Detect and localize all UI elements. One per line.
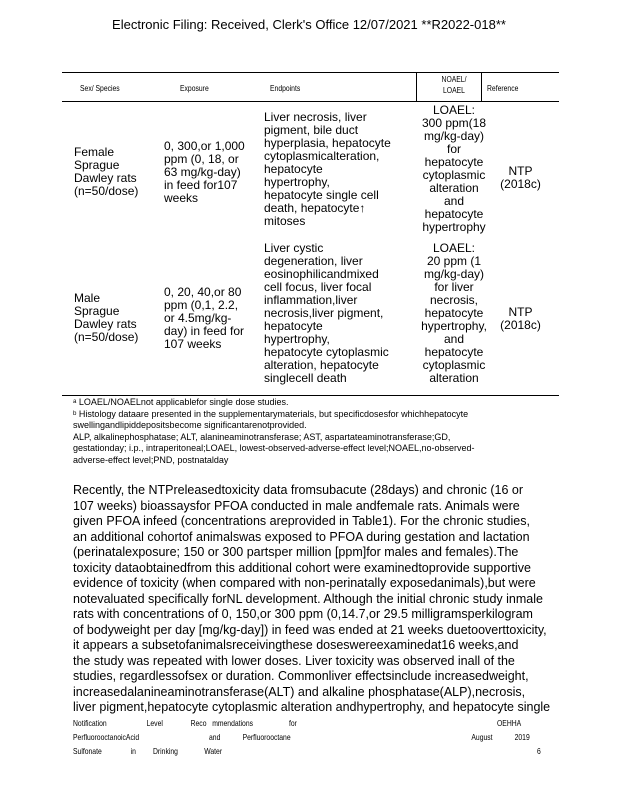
row1-exposure: 0, 300,or 1,000 ppm (0, 18, or 63 mg/kg-day) in feed for107 weeks bbox=[164, 139, 245, 205]
footer-word: Level bbox=[146, 718, 163, 728]
body-paragraph: Recently, the NTPreleasedtoxicity data fromsubacute (28days) and chronic (16 or 107 weeks) bioassaysfor PFOA conducted in male andfemale rats. Animals were given PFOA infeed (concentrations areprovided in Table1). For the chronic studies, an additional cohortof animalswas exposed to PFOA during gestation and lactation (perinatalexposure; 150 or 300 partsper million [ppm]for males and females).The toxicity dataobtainedfrom this additional cohort were examinedtoprovide supportive evidence of toxicity (when compared with non-perinatally exposedanimals),but were notevaluated specifically forNL development. Although the initial chronic study inmale rats with concentrations of 0, 150,or 300 ppm (0,14.7,or 29.5 milligramsperkilogram of bodyweight per day [mg/kg-day]) in feed was ended at 21 weeks duetooverttoxicity, it appears a subsetofanimalsreceivingthese doseswereexaminedat16 weeks,and the study was repeated with lower doses. Liver toxicity was observed inall of the studies, regardlessofsex or duration. Commonliver effectsinclude increasedweight, increasedalanineaminotransferase(ALT) and alkaline phosphatase(ALP),necrosis, liver pigment,hepatocyte cytoplasmic alteration andhypertrophy, and hepatocyte single bbox=[73, 483, 551, 714]
footer-word: Reco bbox=[190, 718, 207, 728]
header-exposure: Exposure bbox=[180, 84, 209, 93]
table-header-rule bbox=[62, 101, 559, 102]
footer-word: and bbox=[209, 732, 221, 742]
row1-noael: LOAEL: 300 ppm(18 mg/kg-day) for hepatocyte cytoplasmic alteration and hepatocyte hypertrophy bbox=[421, 103, 487, 234]
row2-species: Male Sprague Dawley rats (n=50/dose) bbox=[74, 291, 139, 344]
table-top-rule bbox=[62, 72, 559, 73]
table-footnotes: ᵃ LOAEL/NOAELnot applicablefor single dose studies. ᵇ Histology dataare presented in the supplementarymaterials, but specificdosesfor whichhepatocyte swellingandlipiddepositsbecome significantarenotprovided. ALP, alkalinephosphatase; ALT, alanineaminotransferase; AST, aspartateaminotransferase;GD, gestationday; i.p., intraperitoneal;LOAEL, lowest-observed-adverse-effect level;NOAEL,no-observed- adverse-effect level;PND, postnatalday bbox=[73, 397, 475, 465]
row1-species: Female Sprague Dawley rats (n=50/dose) bbox=[74, 145, 139, 198]
footer-word: Sulfonate bbox=[73, 746, 102, 756]
row2-reference: NTP (2018c) bbox=[500, 305, 541, 332]
row2-noael: LOAEL: 20 ppm (1 mg/kg-day) for liver necrosis, hepatocyte hypertrophy, and hepatocyte cytoplasmic alteration bbox=[421, 241, 487, 385]
row2-endpoints: Liver cystic degeneration, liver eosinophilicandmixed cell focus, liver focal inflammation,liver necrosis,liver pigment, hepatocyte hypertrophy, hepatocyte cytoplasmic alteration, hepatocyte singlecell death bbox=[264, 241, 389, 385]
row2-exposure: 0, 20, 40,or 80 ppm (0,1, 2.2, or 4.5mg/kg- day) in feed for 107 weeks bbox=[164, 285, 245, 351]
footer-word: OEHHA bbox=[497, 718, 522, 728]
footer-word: 2019 bbox=[514, 732, 530, 742]
header-noael: NOAEL/ LOAEL bbox=[441, 75, 467, 95]
filing-header: Electronic Filing: Received, Clerk's Office 12/07/2021 **R2022-018** bbox=[112, 17, 506, 32]
page-number: 6 bbox=[537, 746, 541, 756]
header-endpoints: Endpoints bbox=[270, 84, 301, 93]
table-bottom-rule bbox=[62, 395, 559, 396]
footer-word: mmendations bbox=[212, 718, 254, 728]
footer-word: Perfluorooctane bbox=[242, 732, 291, 742]
row1-reference: NTP (2018c) bbox=[500, 164, 541, 191]
footer-word: Water bbox=[204, 746, 223, 756]
header-species: Sex/ Species bbox=[80, 84, 120, 93]
toxicity-table bbox=[62, 72, 559, 395]
header-divider bbox=[416, 72, 417, 101]
footer-word: for bbox=[289, 718, 297, 728]
page-footer bbox=[73, 718, 541, 768]
footer-word: Drinking bbox=[153, 746, 178, 756]
footer-word: in bbox=[130, 746, 136, 756]
footer-word: PerfluorooctanoicAcid bbox=[73, 732, 140, 742]
header-reference: Reference bbox=[487, 84, 519, 93]
footer-word: August bbox=[471, 732, 493, 742]
row1-endpoints: Liver necrosis, liver pigment, bile duct hyperplasia, hepatocyte cytoplasmicalteration, hepatocyte hypertrophy, hepatocyte single cell death, hepatocyte↑ mitoses bbox=[264, 110, 391, 228]
footer-word: Notification bbox=[73, 718, 107, 728]
